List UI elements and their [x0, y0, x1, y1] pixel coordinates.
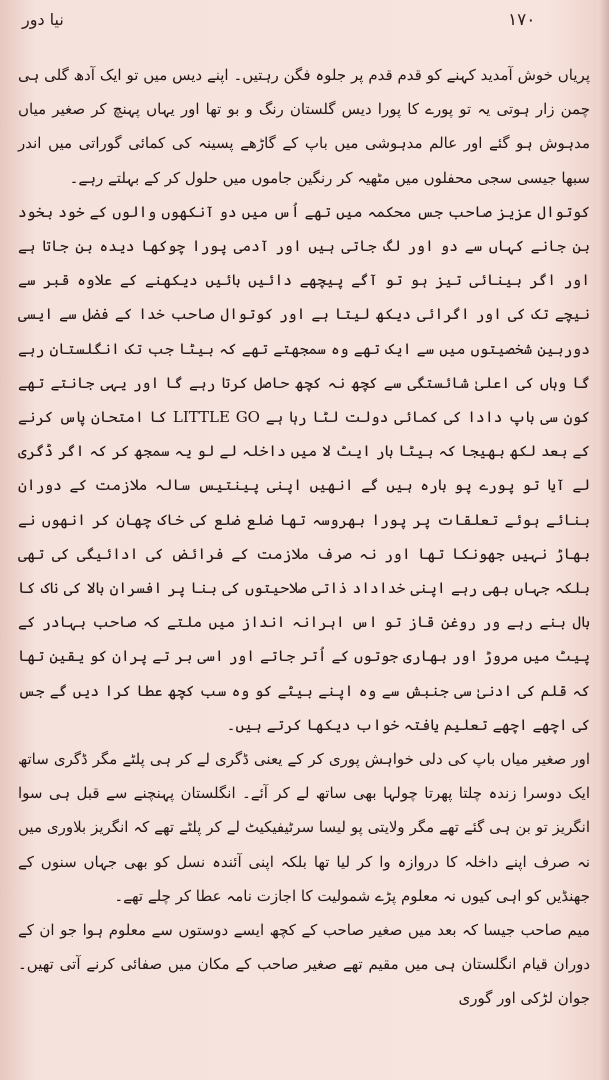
journal-name: نیا دور: [22, 10, 64, 29]
page-edge-shadow: [599, 0, 609, 1080]
page-number: ۱۷۰: [508, 10, 536, 30]
paragraph: میم صاحب جیسا کہ بعد میں صغیر صاحب کے کچھ ایسے دوستوں سے معلوم ہوا جو ان کے دوران قیام انگلستان ہی میں مقیم تھے صغیر صاحب کے مکان میں صفائی کرنے آتی تھیں۔ جوان لڑکی اور گوری: [18, 921, 590, 1008]
paragraph: پریاں خوش آمدید کہنے کو قدم قدم پر جلوہ فگن رہتیں۔ اپنے دیس میں تو ایک آدھ گلی ہی چمن زار ہوتی یہ تو پورے کا پورا دیس گلستان رنگ و بو تھا اور یہاں پہنچ کر صغیر میاں مدہوش ہو گئے اور عالم مدہوشی میں باپ کے گاڑھے پسینہ کی کمائی گوراتی میں اندر سبھا جیسی سجی محفلوں میں مٹھیہ کر رنگین جاموں میں حلول کر کے بہلتے رہے۔: [18, 66, 590, 187]
article-body: [18, 58, 590, 1016]
paragraph: اور صغیر میاں باپ کی دلی خواہش پوری کر کے یعنی ڈگری لے کر ہی پلٹے مگر ڈگری ساتھ ایک دوسرا زندہ چلتا پھرتا چولہا بھی ساتھ لے کر آئے۔ انگلستان پہنچنے سے قبل ہی سوا انگریز تو بن ہی گئے تھے مگر ولایتی پو لیسا سرٹیفیکیٹ لے کر پلٹے تھے کہ انگریز بلاوری میں نہ صرف اپنے داخلہ کا دروازہ وا کر لیا تھا بلکہ اپنی آئندہ نسل کو بھی جہاں سنوں کے جھنڈیں کو اہی کیوں نہ معلوم پڑے شمولیت کا اجازت نامہ عطا کر چلے تھے۔: [18, 750, 590, 905]
paragraph: کوتوال عزیز صاحب جس محکمہ میں تھے اُس میں دو آنکھوں والوں کے خود بخود بن جانے کہاں سے دو اور لگ جاتی ہیں اور آدمی پورا چوکھا دیدہ بن جاتا ہے اور اگر بینائی تیز ہو تو آگے پیچھے دائیں بائیں دیکھنے کے علاوہ قبر سے نیچے تک کی اور اگرائی دیکھ لیتا ہے اور کوتوال صاحب خدا کے فضل سے ایسی دوربین شخصیتوں میں سے ایک تھے وہ سمجھتے تھے کہ بیٹا جب تک انگلستان رہے گا وہاں کی اعلیٰ شائستگی سے کچھ نہ کچھ حاصل کرتا رہے گا اور یہی جانتے تھے کون سی باپ دادا کی کمائی دولت لٹا رہا ہے LITTLE GO کا امتحان پاس کرنے کے بعد لکھ بھیجا کہ بیٹا بار ایٹ لا میں داخلہ لے لو یہ سمجھ کر کہ اگر ڈگری لے آیا تو پورے پو بارہ ہیں گے انھیں اپنی پینتیس سالہ ملازمت کے دوران بنائے ہوئے تعلقات پر پورا بھروسہ تھا ضلع ضلع کی خاک چھان کر انھوں نے بھاڑ نہیں جھونکا تھا اور نہ صرف ملازمت کے فرائض کی ادائیگی کی تھی بلکہ جہاں بھی رہے اپنی خداداد ذاتی صلاحیتوں کی بنا پر افسران بالا کی ناک کا بال بنے رہے ور روغن قاز تو اس اہرانہ انداز میں ملتے کہ صاحب بہادر کے پیٹ میں مروڑ اور بھاری جوتوں کے اُتر جاتے اور اسی بر تے پران کو یقین تھا کہ قلم کی ادنیٰ سی جنبش سے وہ اپنے بیٹے کو وہ سب کچھ عطا کرا دیں گے جس کی اچھے اچھے تعلیم یافتہ خواب دیکھا کرتے ہیں۔: [18, 202, 590, 734]
running-header: [0, 10, 609, 40]
